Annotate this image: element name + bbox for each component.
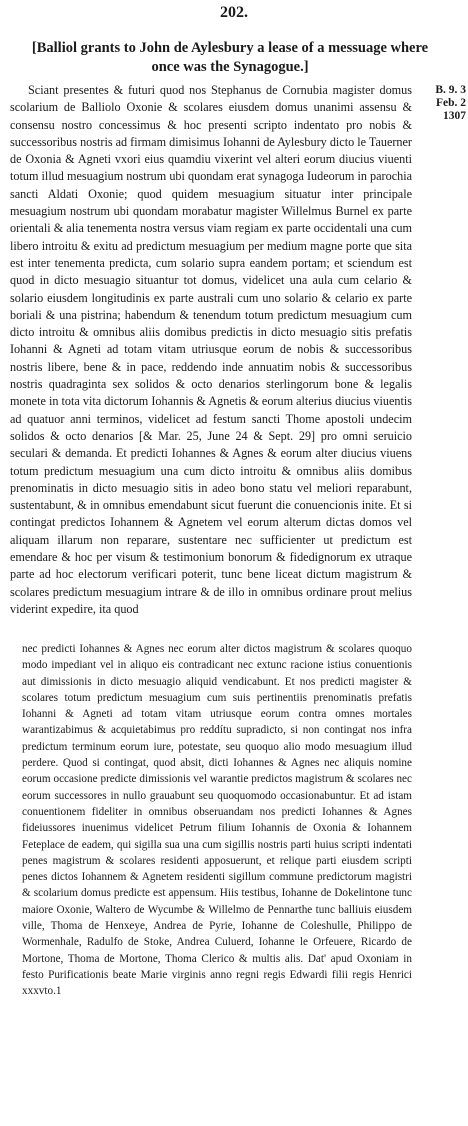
margin-reference: B. 9. 3 [435,84,466,96]
deed-continuation-text [22,641,412,1000]
margin-date-year: 1307 [443,110,466,122]
margin-note [416,84,466,123]
document-heading: [Balliol grants to John de Aylesbury a lease of a messuage where once was the Synagogue.] [31,40,429,75]
continuation-paragraph: nec predicti Iohannes & Agnes nec eorum alter dictos magistrum & scolares quoquo modo impediant vel in aliquo eis contradicant nec extunc racione istius conuentionis aut dimissionis in dicto mesuagio aliquid vendicabunt. Et nos predicti magister & scolares totum predictum mesuagium cum suis pertinentiis prenominatis prefatis Iohanni & Agneti ad totam vitam utriusque eorum contra omnes mortales warantizabimus & acquietabimus pro reddítu supradicto, si non contingat nos infra predictum terminum eorum iure, potestate, seu quoquo alio modo mesuagium illud perdere. Quod si contingat, quod absit, dicti Iohannes & Agnes nec aliquis nomine eorum occasione predicte dimissionis vel warantie predictos magistrum & scolares nec eorum successores in nullo grauabunt seu quoquomodo occasionabuntur. Et ad istam conuentionem fideliter in omnibus obseruandam nos predicti Iohannes & Agnes fideiussores inuenimus videlicet Petrum filium Iohannis de Oxonia & Iohannem Feteplace de eadem, qui sigilla sua una cum sigillis nostris parti huius scripti indentati penes magistrum & scolares residenti apposuerunt, et relique parti eiusdem scripti penes dictos Iohannem & Agnetem residenti sigillum commune predictorum magistri & scolarium domus predicte est appensum. Hiis testibus, Iohanne de Dokelintone tunc maiore Oxonie, Waltero de Wycumbe & Willelmo de Pennarthe tunc balliuis eiusdem ville, Thoma de Henxeye, Andrea de Pyrie, Iohanne de Coleshulle, Philippo de Wormenhale, Radulfo de Stoke, Andrea Culuerd, Iohanne le Orfeuere, Ricardo de Mortone, Thoma de Mortone, Thoma Clerico & multis alis. Dat' apud Oxoniam in festo Purificationis beate Marie virginis anno regni regis Edwardi filii regis Henrici xxxvto.1 [22,643,412,998]
margin-date-day: Feb. 2 [435,97,466,109]
deed-main-text [10,82,412,618]
main-paragraph: Sciant presentes & futuri quod nos Stephanus de Cornubia magister domus scolarium de Balliolo Oxonie & scolares eiusdem domus unanimi assensu & consensu nostro concessimus & hoc presenti scripto indentato pro nobis & successoribus nostris ad firmam dimisimus Iohanni de Aylesbury dicto le Tauerner de Oxonia & Agneti vxori eius quamdiu vixerint vel alteri eorum diucius viuenti totum illud mesuagium nostrum ubi quondam erat synagoga Iudeorum in parochia sancti Aldati Oxonie; quod quidem mesuagium situatur inter principale mesuagium nostrum ubi quondam morabatur magister Willelmus Burnel ex parte orientali & alia tenementa nostra versus viam regiam ex parte occidentali una cum libero introitu & exitu ad predictum mesuagium per medium magne porte que sita est inter tenementa predicta, cum solario supra eandem portam; et sciendum est quod in dicto mesuagio situantur tot domus, videlicet una aula cum celario & solario eiusdem longitudinis ex parte australi cum uno solario & celario ex parte boriali & una pistrina; habendum & tenendum totum predictum mesuagium cum dicto introitu & omnibus aliis domibus predictis in dicto mesuagio sitis prefatis Iohanni & Agneti ad totam vitam utriusque eorum de nobis & successoribus nostris libere, bene & in pace, reddendo inde annuatim nobis & successoribus nostris quadraginta sex solidos & octo denarios sterlingorum bone & legalis monete in tota vita dictorum Iohannis & Agnetis & eorum alterius diucius viuentis ad quatuor anni terminos, videlicet ad festum sancti Thome apostoli undecim solidos & octo denarios [& Mar. 25, June 24 & Sept. 29] pro omni seruicio seculari & demanda. Et predicti Iohannes & Agnes & eorum alter diucius viuens totum predictum mesuagium una cum dicto introitu & omnibus aliis domibus prenominatis in dicto mesuagio sitis in adeo bono statu vel meliori reparabunt, sustentabunt, & in omnibus emendabunt sicut fuerunt die conuencionis inite. Et si contingat predictos Iohannem & Agnetem vel eorum alterum dictas domos vel aliquam illarum non reparare, sustentare nec sufficienter ut predictum est emendare & hoc per visum & testimonium bonorum & fidedignorum ex utraque parte ad hoc electorum verificari poterit, tunc bene liceat dictum magistrum & scolares predictum mesuagium intrare & de illo in omnibus ordinare prout melius viderint expedire, ita quod [10,83,412,616]
page-number: 202. [220,4,248,21]
